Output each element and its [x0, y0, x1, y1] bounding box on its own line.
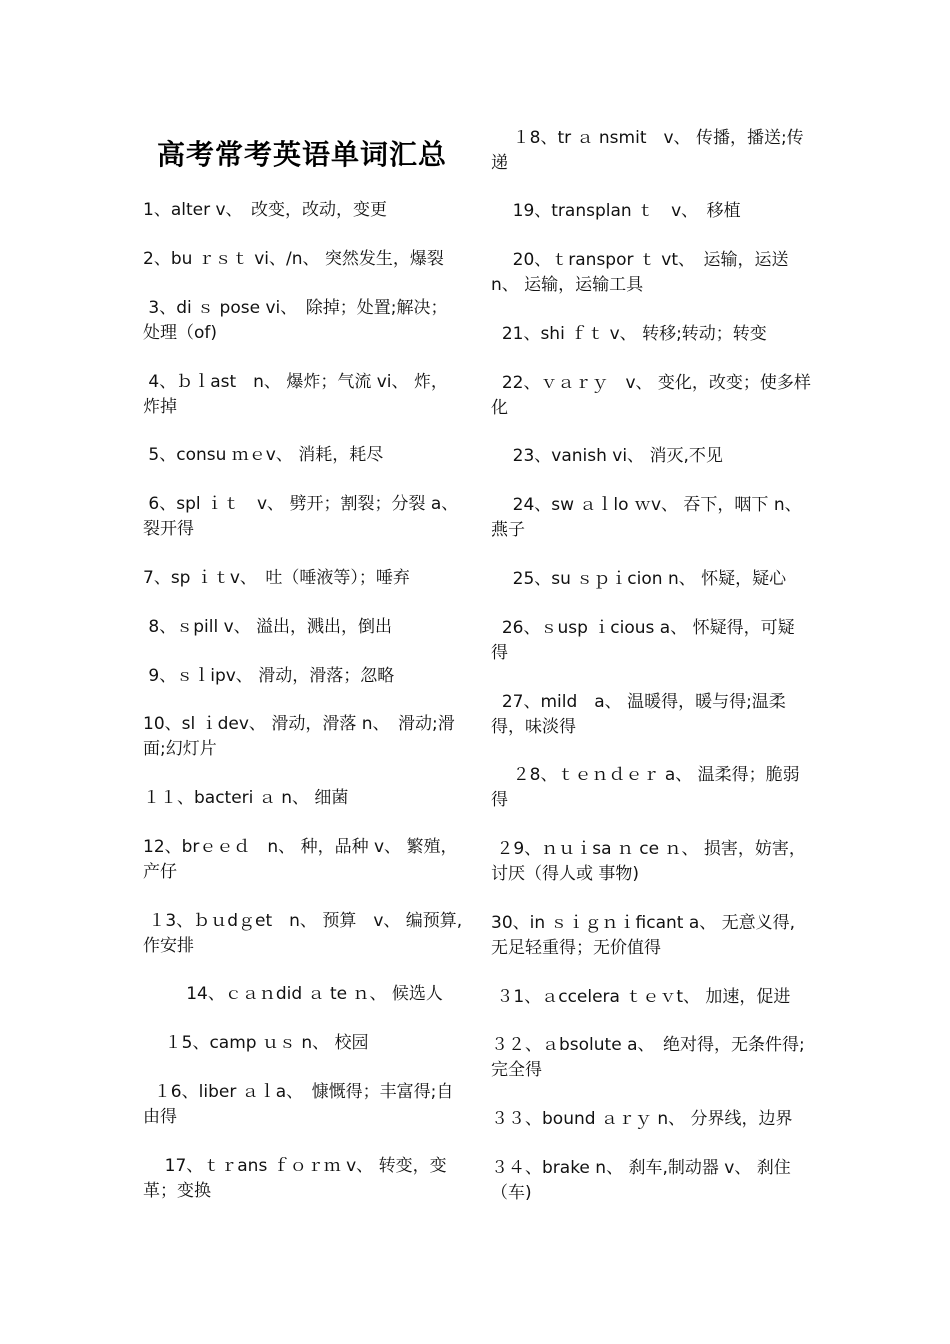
vocab-entry: 12、brｅｅｄ n、 种，品种 v、 繁殖，产仔 [143, 837, 458, 882]
vocab-entry: ３２、ａbsolute a、 绝对得，无条件得;完全得 [491, 1035, 805, 1080]
vocab-entry: 14、ｃａｎdid ａ te ｎ、 候选人 [143, 984, 443, 1004]
vocab-entry: 30、in ｓｉｇｎｉficant a、 无意义得,无足轻重得；无价值得 [491, 913, 796, 958]
vocab-entry: ２9、ｎｕｉsa ｎ ce ｎ、 损害，妨害，讨厌（得人或 事物) [491, 839, 806, 884]
vocab-entry: 17、ｔｒans ｆｏｒｍ v、 转变，变革；变换 [143, 1156, 447, 1201]
vocab-entry: 19、transplan ｔ v、 移植 [491, 201, 741, 221]
vocab-entry: 26、ｓusp ｉcious a、 怀疑得，可疑得 [491, 618, 795, 663]
vocab-entry: １3、ｂｕdｇet n、 预算 v、 编预算,作安排 [143, 911, 463, 956]
vocab-entry: 9、ｓｌipv、 滑动，滑落；忽略 [143, 666, 395, 686]
vocab-entry: 25、su ｓｐｉcion n、 怀疑，疑心 [491, 569, 787, 589]
vocab-entry: 2、bu ｒｓｔ vi、/n、 突然发生，爆裂 [143, 249, 444, 269]
vocab-entry: ３４、brake n、 刹车,制动器 v、 刹住（车) [491, 1158, 791, 1203]
vocab-entry: 21、shi ｆｔ v、 转移;转动；转变 [491, 324, 767, 344]
vocab-entry: 1、alter v、 改变，改动，变更 [143, 200, 388, 220]
vocab-entry: 20、ｔranspor ｔ vt、 运输，运送 n、 运输，运输工具 [491, 250, 794, 295]
vocab-entry: １6、liber ａｌa、 慷慨得；丰富得;自由得 [143, 1082, 454, 1127]
vocab-entry: １１、bacteri ａ n、 细菌 [143, 788, 349, 808]
vocab-entry: 5、consu ｍｅv、 消耗，耗尽 [143, 445, 384, 465]
vocab-entry: 3、di ｓ pose vi、 除掉；处置;解决；处理（of) [143, 298, 448, 343]
vocab-entry: 7、sp ｉｔv、 吐（唾液等）；唾弃 [143, 568, 410, 588]
vocab-entry: 4、ｂｌast n、 爆炸；气流 vi、 炸，炸掉 [143, 372, 448, 417]
vocab-entry: ３1、ａccelera ｔｅｖt、 加速，促进 [491, 987, 791, 1007]
vocab-entry: 27、mild a、 温暖得，暖与得;温柔得，味淡得 [491, 692, 786, 737]
vocab-entry: 23、vanish vi、 消灭,不见 [491, 446, 723, 466]
vocab-entry: 10、sl ｉdev、 滑动，滑落 n、 滑动;滑面;幻灯片 [143, 714, 455, 759]
vocab-entry: 8、ｓpill v、 溢出，溅出，倒出 [143, 617, 393, 637]
vocab-entry: １8、tr ａ nsmit v、 传播，播送;传递 [491, 128, 804, 173]
vocab-entry: 6、spl ｉｔ v、 劈开；割裂；分裂 a、裂开得 [143, 494, 459, 539]
vocab-entry: 22、ｖａｒｙ v、 变化，改变；使多样化 [491, 373, 811, 418]
page-title: 高考常考英语单词汇总 [157, 138, 448, 171]
vocab-entry: 24、sw ａｌlo ｗv、 吞下，咽下 n、 燕子 [491, 495, 811, 540]
vocab-entry: ２8、ｔｅｎｄｅｒ a、 温柔得；脆弱得 [491, 765, 800, 810]
vocab-entry: ３３、bound ａｒｙ n、 分界线，边界 [491, 1109, 793, 1129]
vocab-entry: １5、camp ｕｓ n、 校园 [143, 1033, 369, 1053]
